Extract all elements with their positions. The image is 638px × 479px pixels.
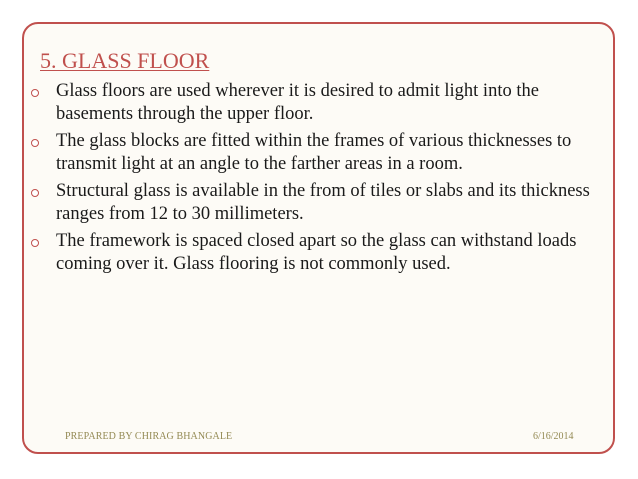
hollow-circle-bullet-icon bbox=[31, 189, 39, 197]
bullet-item bbox=[22, 230, 592, 276]
hollow-circle-bullet-icon bbox=[31, 139, 39, 147]
bullet-text: Structural glass is available in the from of tiles or slabs and its thickness ranges from 12 to 30 millimeters. bbox=[56, 181, 590, 224]
footer-author: PREPARED BY CHIRAG BHANGALE bbox=[65, 431, 233, 442]
bullet-text: Glass floors are used wherever it is desired to admit light into the basements through the upper floor. bbox=[56, 81, 539, 124]
bullet-item bbox=[22, 80, 592, 126]
slide-title: 5. GLASS FLOOR bbox=[40, 48, 210, 73]
bullet-text: The glass blocks are fitted within the frames of various thicknesses to transmit light at an angle to the farther areas in a room. bbox=[56, 131, 572, 174]
bullet-text: The framework is spaced closed apart so the glass can withstand loads coming over it. Glass flooring is not commonly used. bbox=[56, 231, 577, 274]
hollow-circle-bullet-icon bbox=[31, 89, 39, 97]
hollow-circle-bullet-icon bbox=[31, 239, 39, 247]
bullet-item bbox=[22, 180, 592, 226]
footer-date: 6/16/2014 bbox=[533, 431, 574, 442]
bullet-list bbox=[22, 80, 592, 280]
bullet-item bbox=[22, 130, 592, 176]
